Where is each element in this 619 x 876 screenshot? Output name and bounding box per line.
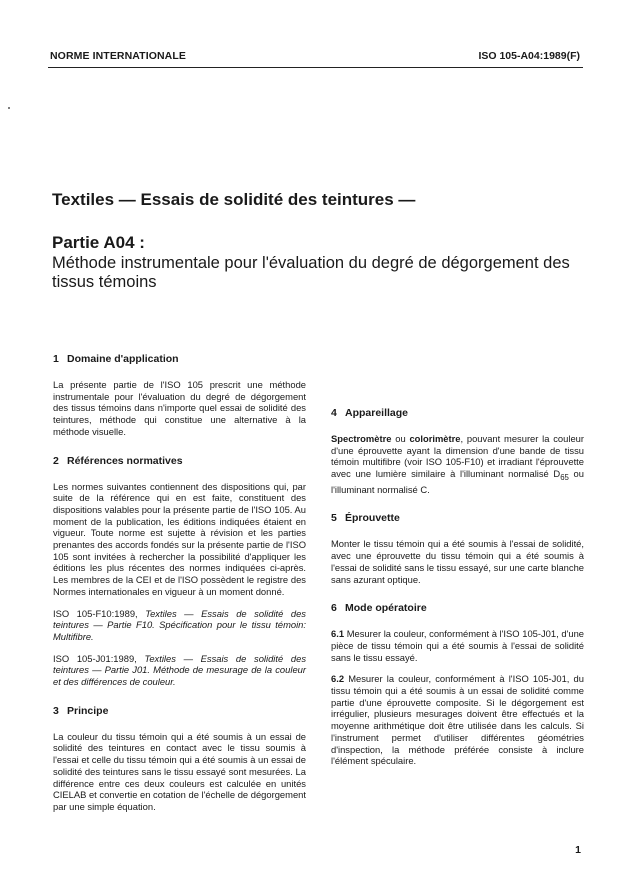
section-heading-1: 1 Domaine d'application [53, 353, 179, 365]
header-rule [48, 67, 583, 68]
clause-6-2: 6.2 Mesurer la couleur, conformément à l'ISO 105-J01, du tissu témoin qui a été soumis à un essai de solidité comme partie d'une éprouvette composite. Si le dégorgement est irrégulier, plusieurs mesurages doivent être effectués et la moyenne arithmétique doit être utilisée dans les calculs. Si l'instrument permet d'utiliser différentes géométries d'inspection, la méthode préférée consiste à inclure l'élément spéculaire. [331, 673, 584, 767]
section-5-text: Monter le tissu témoin qui a été soumis à l'essai de solidité, avec une éprouvette du tissu témoin qui a été soumis à l'essai de solidité sans le tissu essayé, sur une carte blanche sans azurant optique. [331, 538, 584, 585]
header-standard-type: NORME INTERNATIONALE [50, 50, 186, 62]
right-column [331, 345, 584, 767]
document-title: Textiles — Essais de solidité des teintures — [52, 190, 416, 209]
clause-6-1: 6.1 Mesurer la couleur, conformément à l'ISO 105-J01, d'une pièce de tissu témoin qui a été soumis à l'essai de solidité sans le tissu essayé. [331, 628, 584, 663]
left-column [53, 353, 306, 813]
section-1-text: La présente partie de l'ISO 105 prescrit une méthode instrumentale pour l'évaluation du degré de dégorgement des tissus témoins dans n'importe quel essai de solidité des teintures, méthode qui constitue une alternative à la méthode visuelle. [53, 379, 306, 437]
scan-speck [8, 107, 10, 109]
section-heading-4: 4 Appareillage [331, 407, 409, 419]
section-heading-3: 3 Principe [53, 704, 109, 717]
part-title: Partie A04 : [52, 233, 145, 252]
page-number: 1 [575, 844, 581, 856]
section-heading-5: 5 Éprouvette [331, 512, 400, 525]
section-4-text: Spectromètre ou colorimètre, pouvant mesurer la couleur d'une éprouvette ayant la dimension d'une bande de tissu témoin multifibre (voir ISO 105-F10) et irradiant l'éprouvette avec une lumière similaire à l'illuminant normalisé $D_{65}$ ou l'illuminant normalisé C. [331, 433, 584, 495]
section-heading-6: 6 Mode opératoire [331, 602, 427, 615]
header-standard-code: ISO 105-A04:1989(F) [478, 50, 580, 62]
part-subtitle: Méthode instrumentale pour l'évaluation du degré de dégorgement des tissus témoins [52, 254, 570, 291]
normative-reference-2: ISO 105-J01:1989, Textiles — Essais de solidité des teintures — Partie J01. Méthode de mesurage de la couleur et des différences de couleur. [53, 652, 307, 688]
section-3-text: La couleur du tissu témoin qui a été soumis à un essai de solidité des teintures en contact avec le tissu soumis à l'essai et celle du tissu témoin qui a été soumis à un essai de solidité des teintures sans le tissu essayé sont mesurées. La différence entre ces deux couleurs est calculée en unités CIELAB et convertie en cotation de l'échelle de dégorgement par une simple équation. [53, 730, 306, 812]
section-2-text: Les normes suivantes contiennent des dispositions qui, par suite de la référence qui en est faite, constituent des dispositions valables pour la présente partie de l'ISO 105. Au moment de la publication, les éditions indiquées étaient en vigueur. Toute norme est sujette à révision et les parties prenantes des accords fondés sur la présente partie de l'ISO 105 sont invitées à rechercher la possibilité d'appliquer les éditions les plus récentes des normes indiquées ci-après. Les membres de la CEI et de l'ISO possèdent le registre des Normes internationales en vigueur à un moment donné. [53, 480, 306, 597]
section-heading-2: 2 Références normatives [53, 454, 183, 467]
normative-reference-1: ISO 105-F10:1989, Textiles — Essais de solidité des teintures — Partie F10. Spécification pour le tissu témoin: Multifibre. [53, 607, 306, 642]
